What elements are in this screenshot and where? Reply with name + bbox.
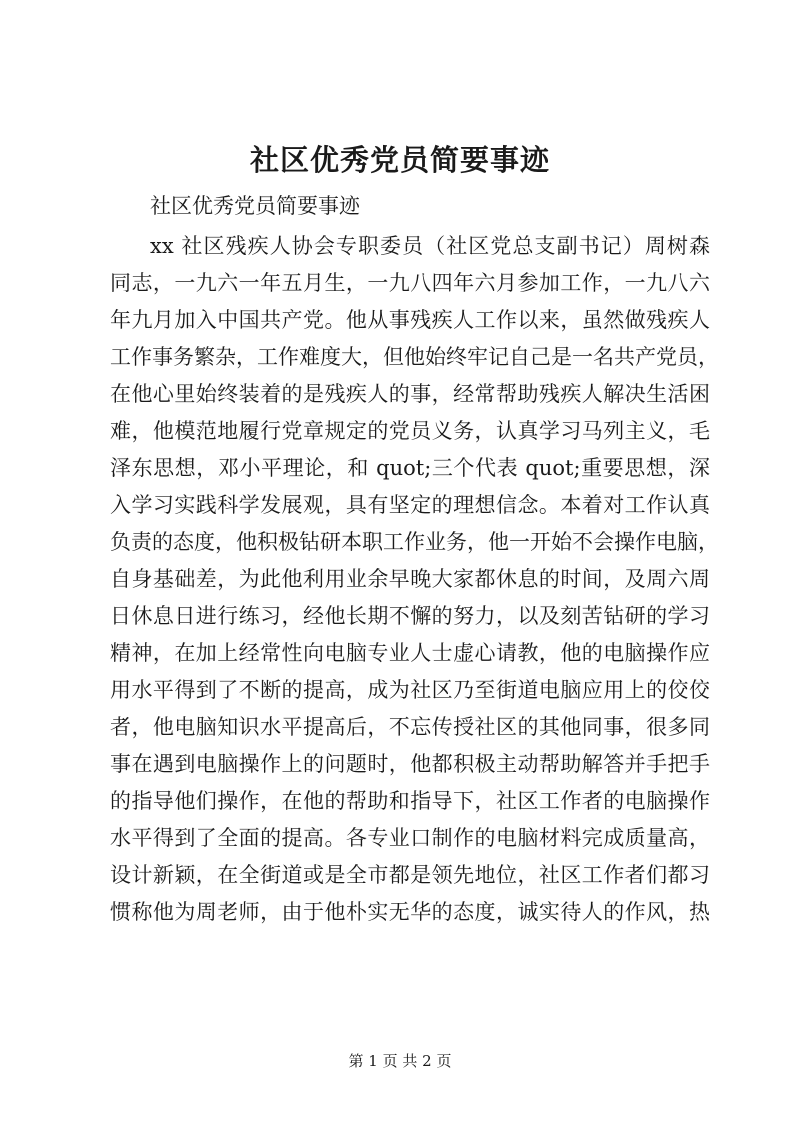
document-body bbox=[110, 228, 719, 931]
body-line: 难，他模范地履行党章规定的党员义务，认真学习马列主义，毛 bbox=[110, 419, 710, 443]
body-line: 日休息日进行练习，经他长期不懈的努力，以及刻苦钻研的学习 bbox=[110, 604, 710, 628]
body-line: xx 社区残疾人协会专职委员（社区党总支副书记）周树森 bbox=[150, 234, 710, 258]
body-line: 精神，在加上经常性向电脑专业人士虚心请教，他的电脑操作应 bbox=[110, 641, 710, 665]
body-line: 设计新颖，在全街道或是全市都是领先地位，社区工作者们都习 bbox=[110, 863, 710, 887]
body-line: 用水平得到了不断的提高，成为社区乃至街道电脑应用上的佼佼 bbox=[110, 678, 710, 702]
body-line: 自身基础差，为此他利用业余早晚大家都休息的时间，及周六周 bbox=[110, 567, 710, 591]
body-line: 负责的态度，他积极钻研本职工作业务，他一开始不会操作电脑， bbox=[110, 530, 719, 554]
body-line: 水平得到了全面的提高。各专业口制作的电脑材料完成质量高， bbox=[110, 826, 710, 850]
body-line: 工作事务繁杂，工作难度大，但他始终牢记自己是一名共产党员， bbox=[110, 345, 719, 369]
body-line: 入学习实践科学发展观，具有坚定的理想信念。本着对工作认真 bbox=[110, 493, 710, 517]
body-line: 者，他电脑知识水平提高后，不忘传授社区的其他同事，很多同 bbox=[110, 715, 710, 739]
body-line: 惯称他为周老师，由于他朴实无华的态度，诚实待人的作风，热 bbox=[110, 900, 710, 924]
body-line: 年九月加入中国共产党。他从事残疾人工作以来，虽然做残疾人 bbox=[110, 308, 710, 332]
body-line: 的指导他们操作，在他的帮助和指导下，社区工作者的电脑操作 bbox=[110, 789, 710, 813]
document-subtitle: 社区优秀党员简要事迹 bbox=[150, 194, 360, 218]
document-title: 社区优秀党员简要事迹 bbox=[249, 143, 550, 177]
body-line: 泽东思想，邓小平理论，和 quot;三个代表 quot;重要思想，深 bbox=[110, 456, 710, 480]
body-line: 事在遇到电脑操作上的问题时，他都积极主动帮助解答并手把手 bbox=[110, 752, 710, 776]
page-footer: 第 1 页 共 2 页 bbox=[348, 1052, 452, 1070]
body-line: 同志，一九六一年五月生，一九八四年六月参加工作，一九八六 bbox=[110, 271, 710, 295]
body-line: 在他心里始终装着的是残疾人的事，经常帮助残疾人解决生活困 bbox=[110, 382, 710, 406]
